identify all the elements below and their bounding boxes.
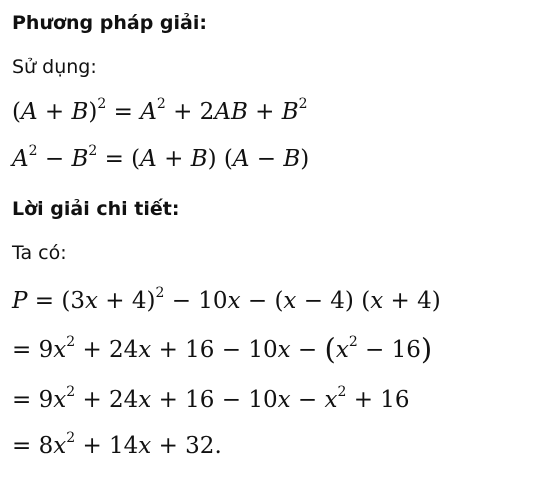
step2-c-exponent: 2	[348, 334, 358, 350]
step4-b: + 14x + 32.	[82, 433, 222, 459]
step2-c: x	[335, 337, 349, 363]
step2-paren-open: (	[324, 332, 336, 366]
formula1-rhs-b: + 2AB + B	[173, 99, 299, 125]
step2-paren-close: )	[420, 332, 433, 366]
solution-heading: Lời giải chi tiết:	[12, 198, 180, 220]
formula1-lhs: (A + B)	[12, 99, 98, 125]
solution-intro: Ta có:	[12, 242, 67, 264]
method-intro: Sử dụng:	[12, 56, 97, 78]
step2-d: − 16	[365, 337, 421, 363]
solution-step-2	[12, 332, 433, 366]
step2-b: + 24x + 16 − 10x −	[82, 337, 318, 363]
formula1-rhs-a: = A	[113, 99, 157, 125]
step4-a-exponent: 2	[66, 430, 76, 446]
step1-a-exponent: 2	[155, 285, 165, 301]
step3-c: + 16	[353, 387, 410, 413]
step2-a-exponent: 2	[66, 334, 76, 350]
solution-step-1	[12, 285, 441, 314]
step3-b: + 24x + 16 − 10x − x	[82, 387, 338, 413]
step3-b-exponent: 2	[337, 384, 347, 400]
formula-difference-of-squares	[12, 143, 310, 172]
formula-square-of-sum	[12, 96, 308, 125]
step3-a-exponent: 2	[66, 384, 76, 400]
step1-a: P = (3x + 4)	[12, 288, 156, 314]
step4-a: = 8x	[12, 433, 67, 459]
solution-step-4	[12, 430, 222, 459]
formula1-lhs-exponent: 2	[97, 96, 107, 112]
formula2-b-exponent: 2	[88, 143, 98, 159]
step1-b: − 10x − (x − 4) (x + 4)	[171, 288, 441, 314]
formula1-rhs-a-exponent: 2	[156, 96, 166, 112]
formula2-a: A	[12, 146, 29, 172]
formula1-rhs-b-exponent: 2	[298, 96, 308, 112]
formula2-a-exponent: 2	[28, 143, 38, 159]
step3-a: = 9x	[12, 387, 67, 413]
method-heading: Phương pháp giải:	[12, 12, 207, 34]
step2-a: = 9x	[12, 337, 67, 363]
formula2-rest: = (A + B) (A − B)	[104, 146, 310, 172]
formula2-b: − B	[44, 146, 89, 172]
solution-step-3	[12, 384, 410, 413]
